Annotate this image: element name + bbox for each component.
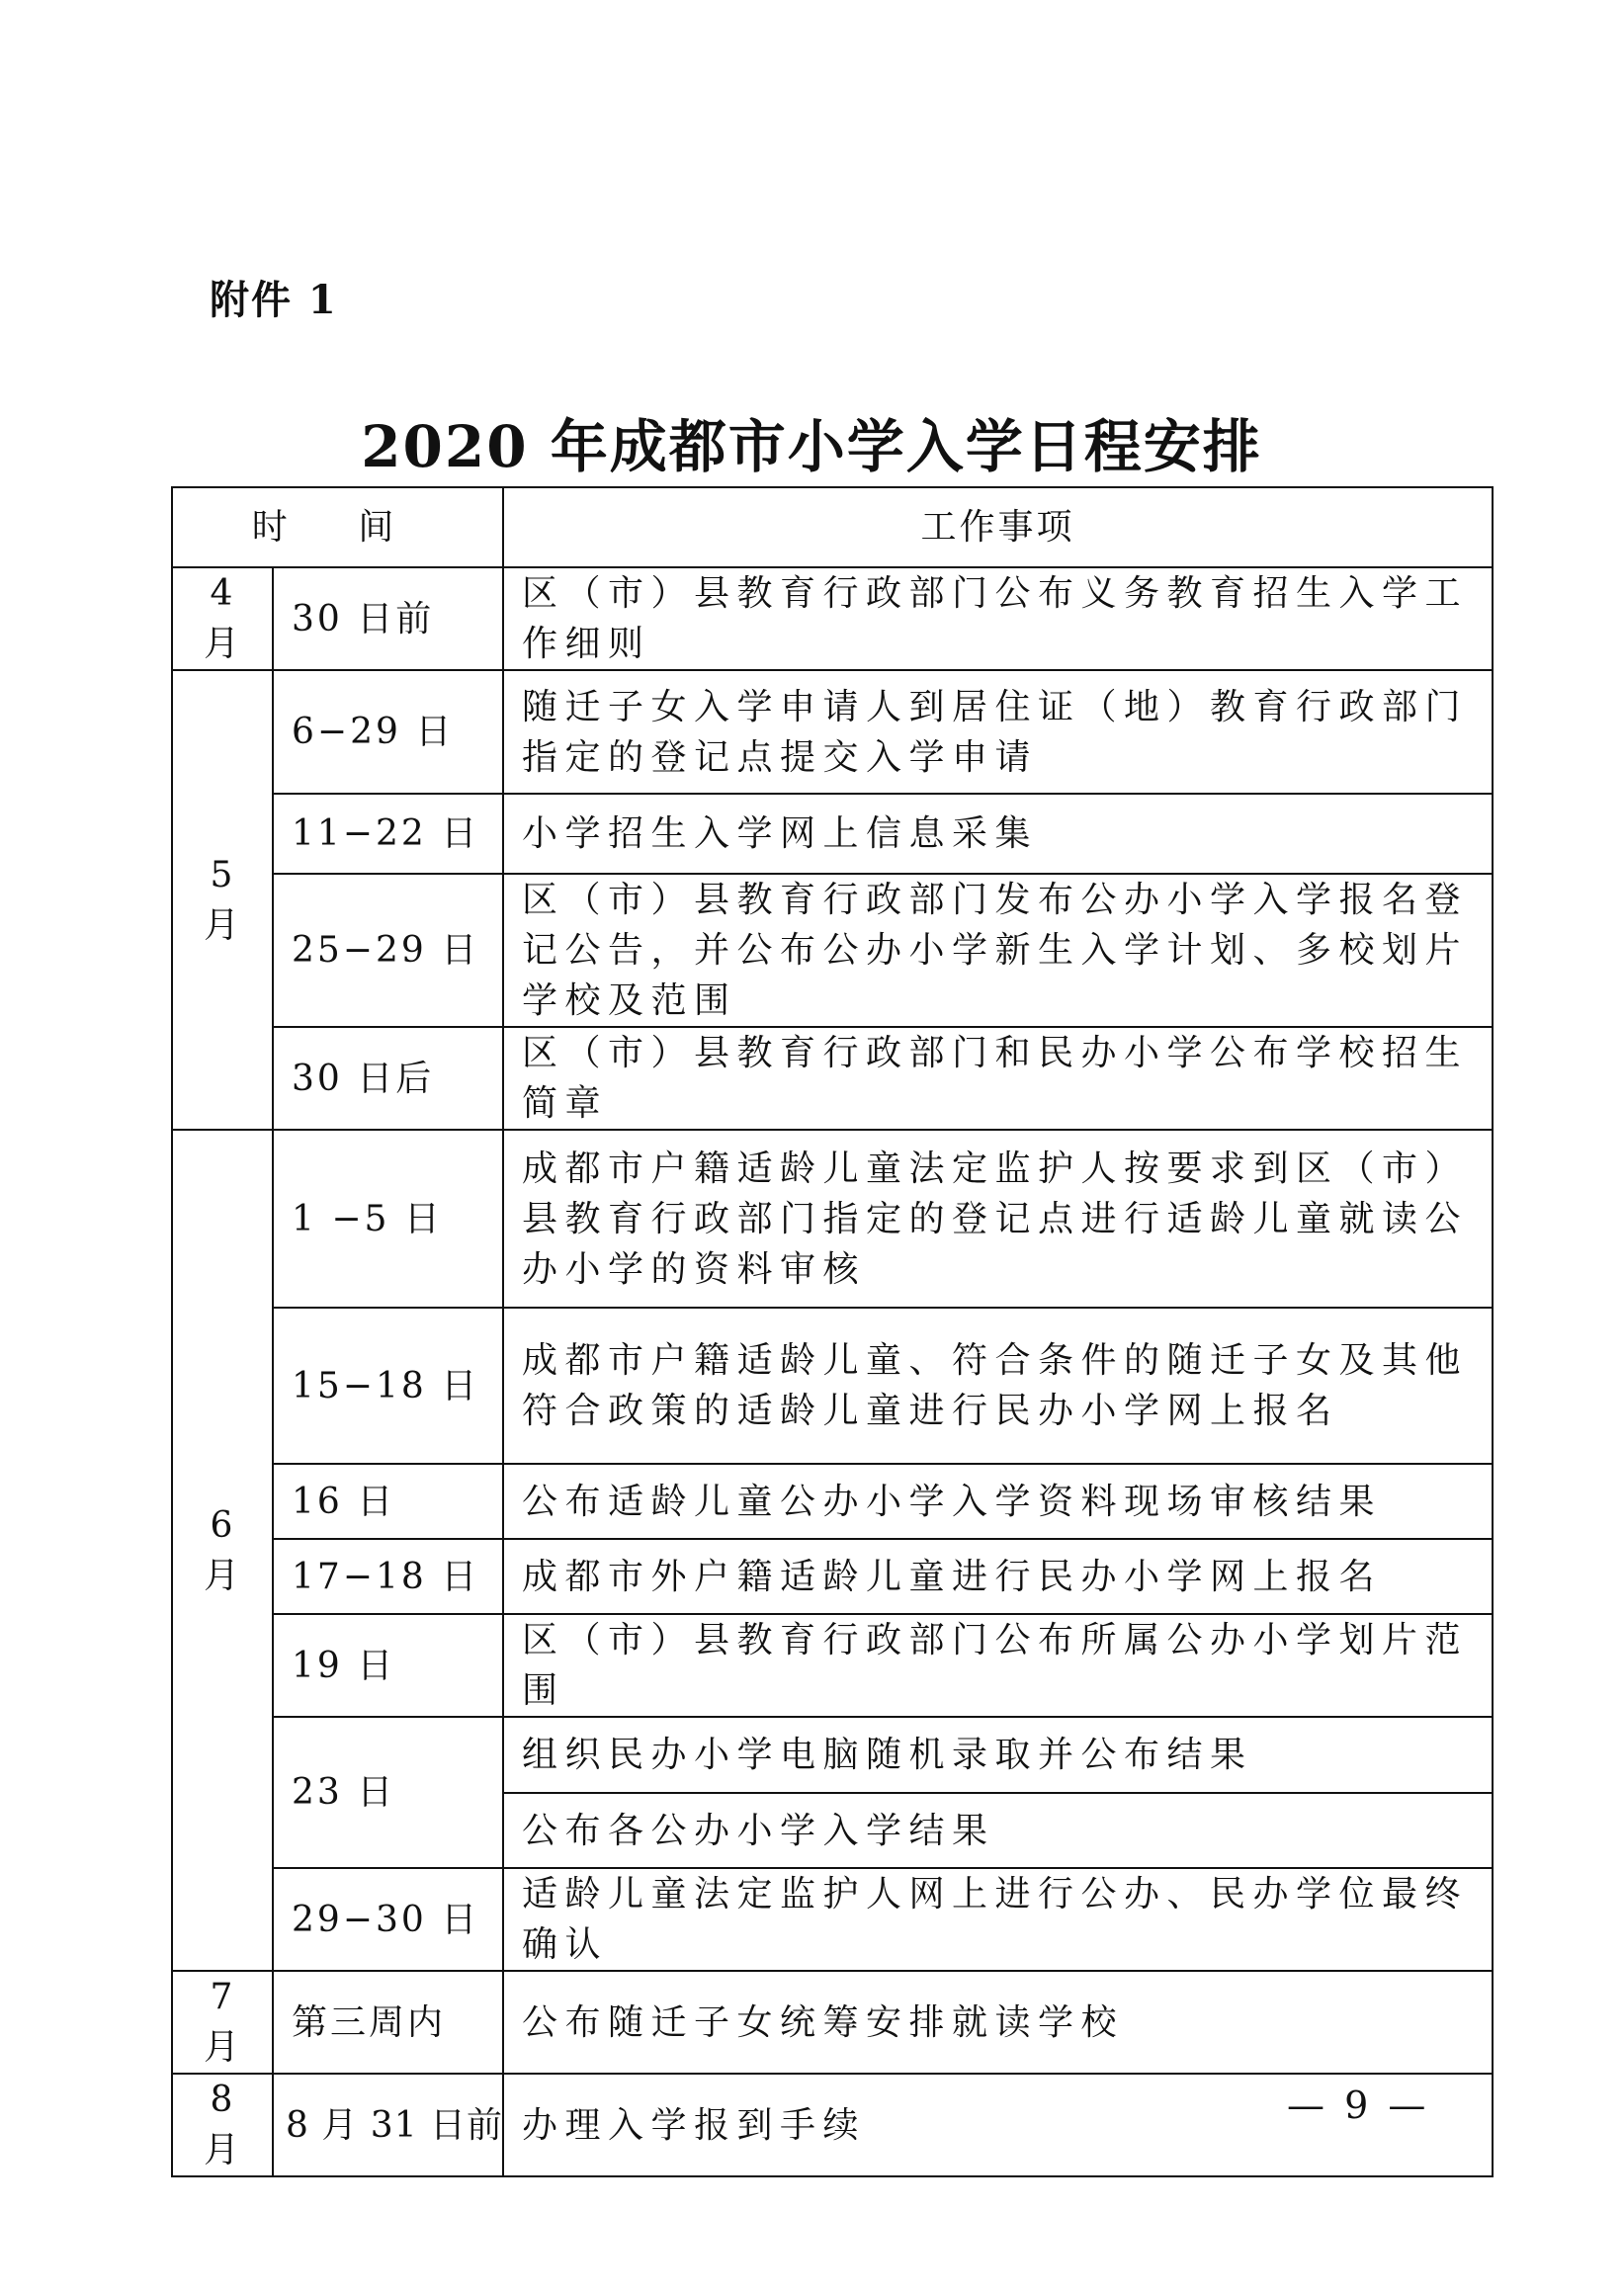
item-cell: 小学招生入学网上信息采集 bbox=[503, 794, 1493, 874]
month-cell-july: 7 月 bbox=[172, 1971, 273, 2074]
table-row bbox=[172, 874, 1493, 1027]
date-cell: 第三周内 bbox=[273, 1971, 503, 2074]
item-cell: 公布随迁子女统筹安排就读学校 bbox=[503, 1971, 1493, 2074]
date-cell: 25−29 日 bbox=[273, 874, 503, 1027]
schedule-table bbox=[171, 486, 1494, 2177]
date-cell: 30 日后 bbox=[273, 1027, 503, 1130]
table-row bbox=[172, 1971, 1493, 2074]
item-cell: 成都市外户籍适龄儿童进行民办小学网上报名 bbox=[503, 1539, 1493, 1614]
item-cell: 区（市）县教育行政部门公布所属公办小学划片范围 bbox=[503, 1614, 1493, 1717]
document-title: 2020 年成都市小学入学日程安排 bbox=[361, 413, 1262, 480]
date-cell: 30 日前 bbox=[273, 567, 503, 670]
month-cell-may: 5 月 bbox=[172, 670, 273, 1130]
month-cell-april: 4 月 bbox=[172, 567, 273, 670]
item-cell: 随迁子女入学申请人到居住证（地）教育行政部门指定的登记点提交入学申请 bbox=[503, 670, 1493, 794]
header-time: 时 间 bbox=[172, 487, 503, 567]
month-cell-august: 8 月 bbox=[172, 2074, 273, 2176]
table-row bbox=[172, 1464, 1493, 1539]
item-cell: 办理入学报到手续 bbox=[503, 2074, 1493, 2176]
date-cell: 19 日 bbox=[273, 1614, 503, 1717]
table-row bbox=[172, 670, 1493, 794]
table-row bbox=[172, 1027, 1493, 1130]
table-row bbox=[172, 1308, 1493, 1464]
item-cell: 公布各公办小学入学结果 bbox=[503, 1793, 1493, 1868]
date-cell: 15−18 日 bbox=[273, 1308, 503, 1464]
item-cell: 成都市户籍适龄儿童、符合条件的随迁子女及其他符合政策的适龄儿童进行民办小学网上报名 bbox=[503, 1308, 1493, 1464]
item-cell: 区（市）县教育行政部门公布义务教育招生入学工作细则 bbox=[503, 567, 1493, 670]
table-row bbox=[172, 1868, 1493, 1971]
table-row bbox=[172, 1130, 1493, 1308]
header-work-items: 工作事项 bbox=[503, 487, 1493, 567]
table-header-row bbox=[172, 487, 1493, 567]
item-cell: 区（市）县教育行政部门和民办小学公布学校招生简章 bbox=[503, 1027, 1493, 1130]
table-row bbox=[172, 567, 1493, 670]
item-cell: 适龄儿童法定监护人网上进行公办、民办学位最终确认 bbox=[503, 1868, 1493, 1971]
date-cell: 11−22 日 bbox=[273, 794, 503, 874]
date-cell: 8 月 31 日前 bbox=[273, 2074, 503, 2176]
date-cell: 29−30 日 bbox=[273, 1868, 503, 1971]
date-cell: 16 日 bbox=[273, 1464, 503, 1539]
attachment-label: 附件 1 bbox=[210, 277, 338, 323]
table-row bbox=[172, 1539, 1493, 1614]
item-cell: 区（市）县教育行政部门发布公办小学入学报名登记公告，并公布公办小学新生入学计划、多校划片学校及范围 bbox=[503, 874, 1493, 1027]
month-cell-june: 6 月 bbox=[172, 1130, 273, 1971]
item-cell: 组织民办小学电脑随机录取并公布结果 bbox=[503, 1717, 1493, 1793]
date-cell: 17−18 日 bbox=[273, 1539, 503, 1614]
item-cell: 公布适龄儿童公办小学入学资料现场审核结果 bbox=[503, 1464, 1493, 1539]
table-row bbox=[172, 794, 1493, 874]
table-row bbox=[172, 1717, 1493, 1793]
date-cell: 1 −5 日 bbox=[273, 1130, 503, 1308]
date-cell: 23 日 bbox=[273, 1717, 503, 1868]
table-row bbox=[172, 1614, 1493, 1717]
date-cell: 6−29 日 bbox=[273, 670, 503, 794]
item-cell: 成都市户籍适龄儿童法定监护人按要求到区（市）县教育行政部门指定的登记点进行适龄儿童就读公办小学的资料审核 bbox=[503, 1130, 1493, 1308]
page-number: — 9 — bbox=[1287, 2083, 1430, 2127]
